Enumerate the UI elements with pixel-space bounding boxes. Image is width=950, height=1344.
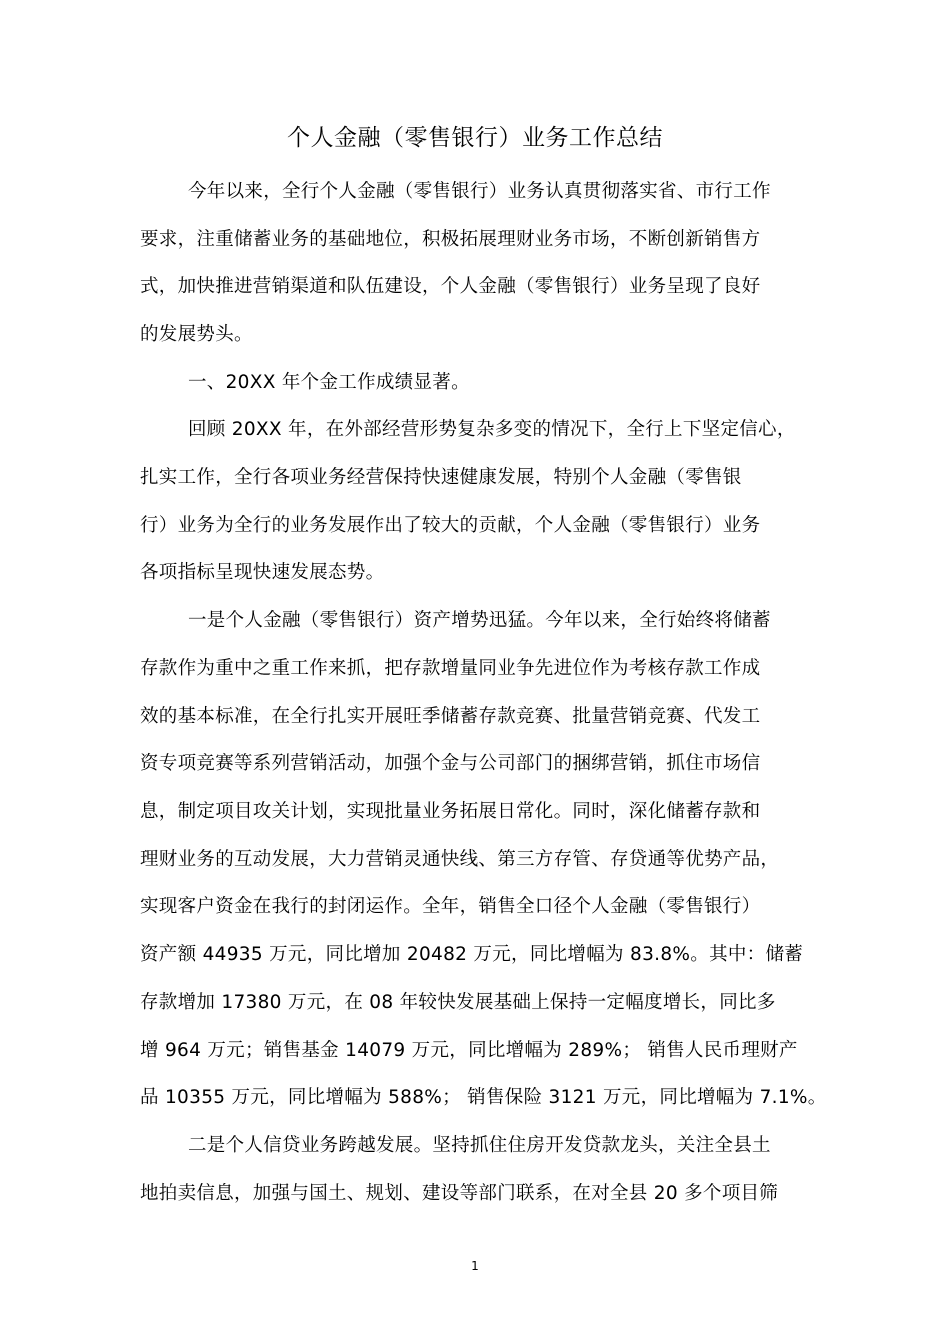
paragraph-line: 增 964 万元；销售基金 14079 万元，同比增幅为 289%； 销售人民币理财产 — [140, 1040, 798, 1061]
paragraph-line: 今年以来，全行个人金融（零售银行）业务认真贯彻落实省、市行工作 — [188, 181, 771, 202]
paragraph-line: 资产额 44935 万元，同比增加 20482 万元，同比增幅为 83.8%。其中：储蓄 — [140, 944, 804, 965]
paragraph-line: 一是个人金融（零售银行）资产增势迅猛。今年以来，全行始终将储蓄 — [188, 610, 771, 631]
paragraph-line: 息，制定项目攻关计划，实现批量业务拓展日常化。同时，深化储蓄存款和 — [140, 801, 761, 822]
paragraph-line: 要求，注重储蓄业务的基础地位，积极拓展理财业务市场，不断创新销售方 — [140, 229, 761, 250]
paragraph-line: 二是个人信贷业务跨越发展。坚持抓住住房开发贷款龙头，关注全县土 — [188, 1135, 771, 1156]
paragraph-line: 式，加快推进营销渠道和队伍建设，个人金融（零售银行）业务呈现了良好 — [140, 276, 761, 297]
paragraph-line: 品 10355 万元，同比增幅为 588%； 销售保险 3121 万元，同比增幅为 7.1%。 — [140, 1087, 827, 1108]
paragraph-line: 理财业务的互动发展，大力营销灵通快线、第三方存管、存贷通等优势产品， — [140, 849, 780, 870]
paragraph-line: 存款增加 17380 万元，在 08 年较快发展基础上保持一定幅度增长，同比多 — [140, 992, 776, 1013]
paragraph-line: 各项指标呈现快速发展态势。 — [140, 562, 385, 583]
paragraph-line: 回顾 20XX 年，在外部经营形势复杂多变的情况下，全行上下坚定信心， — [188, 419, 796, 440]
document-title: 个人金融（零售银行）业务工作总结 — [287, 125, 663, 151]
paragraph-line: 地拍卖信息，加强与国土、规划、建设等部门联系，在对全县 20 多个项目筛 — [140, 1183, 779, 1204]
page-number: 1 — [471, 1259, 479, 1273]
paragraph-line: 扎实工作，全行各项业务经营保持快速健康发展，特别个人金融（零售银 — [140, 467, 742, 488]
paragraph-line: 行）业务为全行的业务发展作出了较大的贡献，个人金融（零售银行）业务 — [140, 515, 761, 536]
paragraph-line: 的发展势头。 — [140, 324, 253, 345]
paragraph-line: 实现客户资金在我行的封闭运作。全年，销售全口径个人金融（零售银行） — [140, 896, 761, 917]
paragraph-line: 资专项竞赛等系列营销活动，加强个金与公司部门的捆绑营销，抓住市场信 — [140, 753, 761, 774]
paragraph-line: 存款作为重中之重工作来抓，把存款增量同业争先进位作为考核存款工作成 — [140, 658, 761, 679]
section-heading: 一、20XX 年个金工作成绩显著。 — [188, 372, 470, 393]
paragraph-line: 效的基本标准，在全行扎实开展旺季储蓄存款竞赛、批量营销竞赛、代发工 — [140, 706, 761, 727]
